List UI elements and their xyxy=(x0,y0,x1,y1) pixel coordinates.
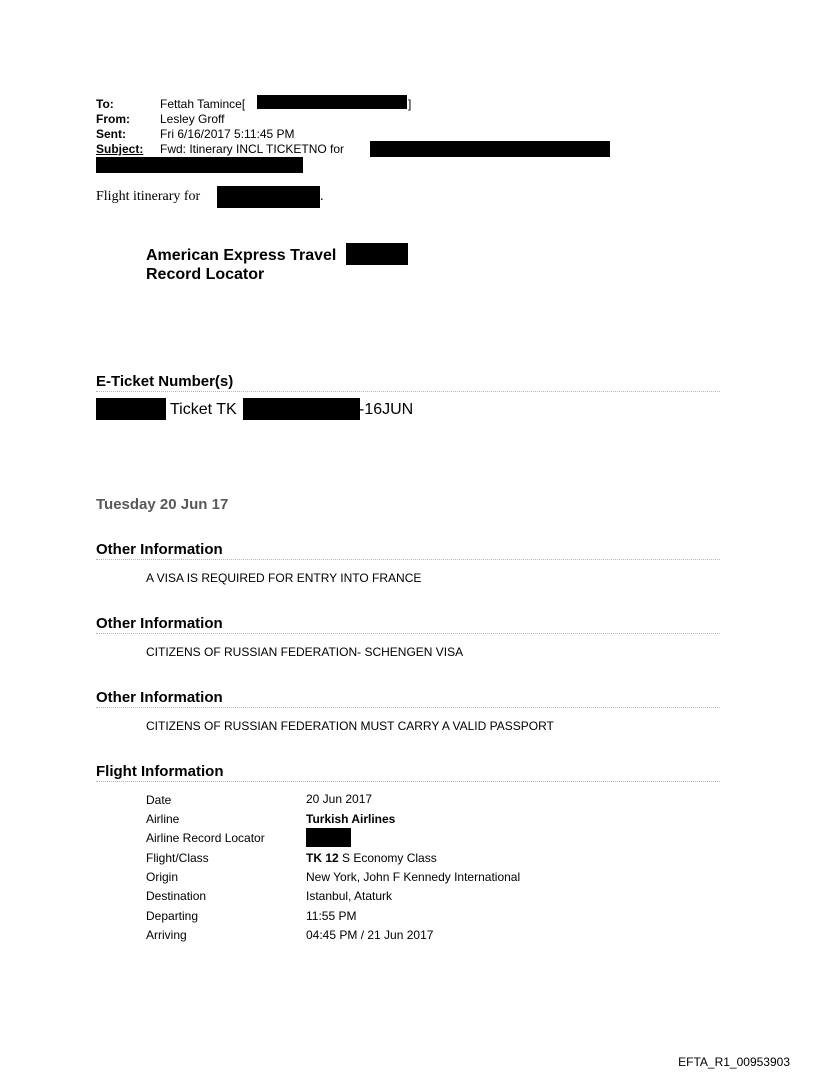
redaction-ticket-number xyxy=(243,398,360,420)
flight-info-title: Flight Information xyxy=(96,763,224,780)
to-close-bracket: ] xyxy=(408,97,412,111)
from-label: From: xyxy=(96,112,130,126)
redaction-intro xyxy=(217,186,320,208)
document-id: EFTA_R1_00953903 xyxy=(678,1055,790,1069)
other-info-divider-1 xyxy=(96,559,720,560)
flight-info-divider xyxy=(96,781,720,782)
flight-airline-label: Airline xyxy=(146,812,180,826)
flight-destination-label: Destination xyxy=(146,889,207,903)
flight-departing-value: 11:55 PM xyxy=(306,909,357,923)
intro-text: Flight itinerary for xyxy=(96,189,201,204)
redaction-ticket-holder xyxy=(96,398,166,420)
to-value: Fettah Tamince[ xyxy=(160,97,246,111)
redaction-subject-2 xyxy=(96,157,303,173)
other-info-text-1: A VISA IS REQUIRED FOR ENTRY INTO FRANCE xyxy=(146,571,422,585)
flight-origin-value: New York, John F Kennedy International xyxy=(306,870,521,884)
intro-period: . xyxy=(320,189,324,204)
flight-class: S Economy Class xyxy=(338,851,437,865)
flight-number: TK 12 xyxy=(306,851,339,865)
from-value: Lesley Groff xyxy=(160,112,225,126)
other-info-title-1: Other Information xyxy=(96,541,223,558)
flight-class-label: Flight/Class xyxy=(146,851,209,865)
other-info-divider-2 xyxy=(96,633,720,634)
flight-departing-label: Departing xyxy=(146,909,199,923)
redaction-subject-1 xyxy=(370,141,610,157)
other-info-text-3: CITIZENS OF RUSSIAN FEDERATION MUST CARRY A VALID PASSPORT xyxy=(146,719,554,733)
ticket-suffix: -16JUN xyxy=(359,401,414,418)
flight-class-value xyxy=(306,851,437,865)
subject-label: Subject: xyxy=(96,142,144,156)
amex-title-line1: American Express Travel xyxy=(146,247,337,264)
intro-line xyxy=(96,189,200,205)
flight-record-locator-label: Airline Record Locator xyxy=(146,831,265,845)
flight-airline-value: Turkish Airlines xyxy=(306,812,396,826)
amex-title-line2: Record Locator xyxy=(146,266,265,283)
flight-date-label: Date xyxy=(146,793,172,807)
eticket-title: E-Ticket Number(s) xyxy=(96,373,234,390)
ticket-prefix: Ticket TK xyxy=(170,401,237,418)
flight-arriving-value: 04:45 PM / 21 Jun 2017 xyxy=(306,928,434,942)
flight-destination-value: Istanbul, Ataturk xyxy=(306,889,393,903)
other-info-text-2: CITIZENS OF RUSSIAN FEDERATION- SCHENGEN VISA xyxy=(146,645,464,659)
redaction-record-locator xyxy=(346,243,408,265)
other-info-title-3: Other Information xyxy=(96,689,223,706)
sent-label: Sent: xyxy=(96,127,126,141)
other-info-title-2: Other Information xyxy=(96,615,223,632)
flight-date-value: 20 Jun 2017 xyxy=(306,792,373,806)
eticket-divider xyxy=(96,391,720,392)
subject-value: Fwd: Itinerary INCL TICKETNO for xyxy=(160,142,345,156)
other-info-divider-3 xyxy=(96,707,720,708)
redaction-airline-record-locator xyxy=(306,828,351,847)
date-heading: Tuesday 20 Jun 17 xyxy=(96,496,229,513)
sent-value: Fri 6/16/2017 5:11:45 PM xyxy=(160,127,295,141)
flight-arriving-label: Arriving xyxy=(146,928,187,942)
flight-origin-label: Origin xyxy=(146,870,179,884)
redaction-to xyxy=(257,95,407,109)
to-label: To: xyxy=(96,97,114,111)
